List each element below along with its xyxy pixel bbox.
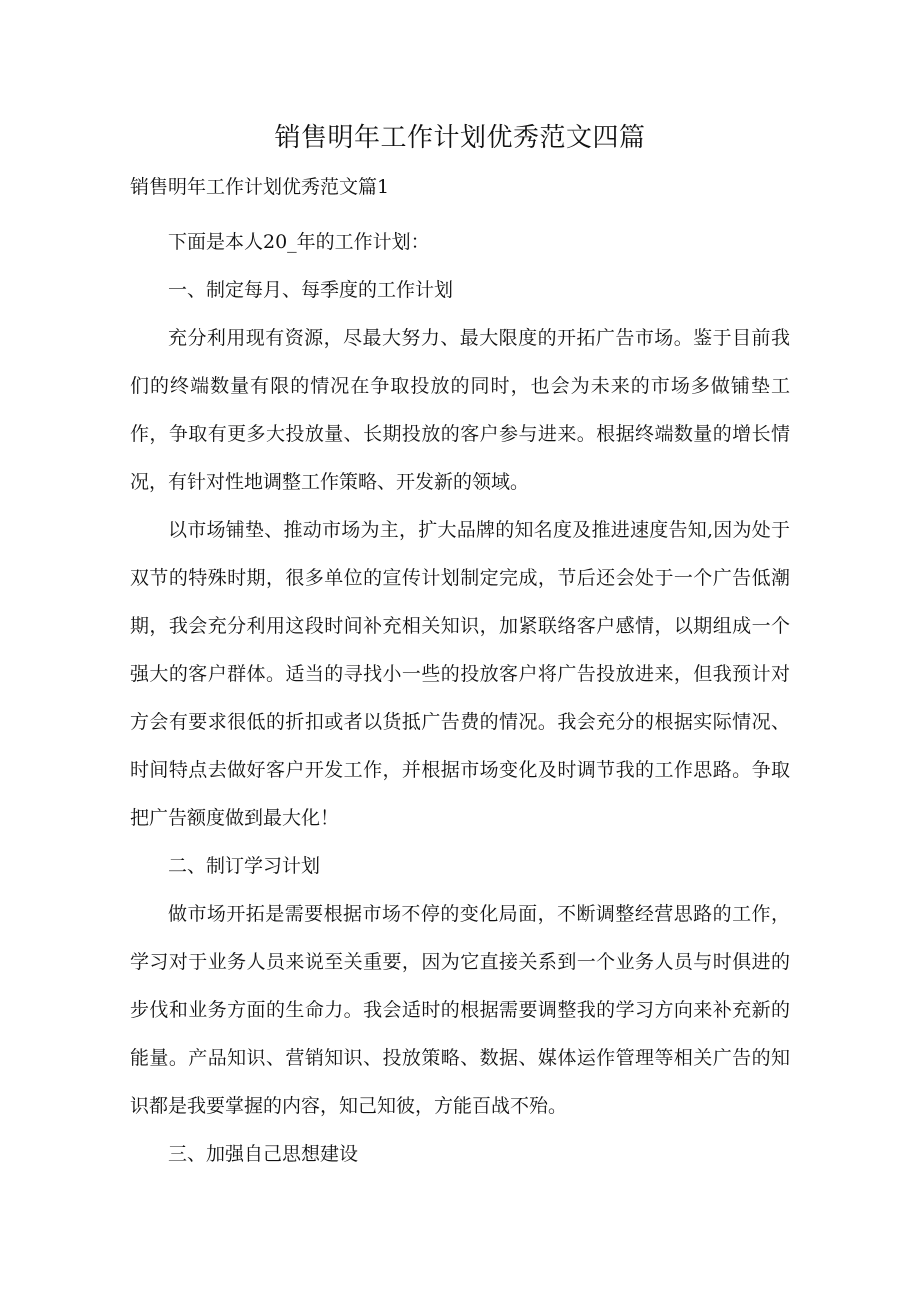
paragraph-intro: 下面是本人20_年的工作计划： bbox=[168, 231, 430, 253]
document-body bbox=[130, 218, 790, 1178]
section-heading-2: 二、制订学习计划 bbox=[168, 855, 321, 877]
paragraph-learning: 做市场开拓是需要根据市场不停的变化局面，不断调整经营思路的工作，学习对于业务人员来说至关重要，因为它直接关系到一个业务人员与时俱进的步伐和业务方面的生命力。我会适时的根据需要调整我的学习方向来补充新的能量。产品知识、营销知识、投放策略、数据、媒体运作管理等相关广告的知识都是我要掌握的内容，知己知彼，方能百战不殆。 bbox=[130, 903, 790, 1117]
document-subtitle: 销售明年工作计划优秀范文篇1 bbox=[130, 176, 390, 198]
paragraph-resources: 充分利用现有资源，尽最大努力、最大限度的开拓广告市场。鉴于目前我们的终端数量有限的情况在争取投放的同时，也会为未来的市场多做铺垫工作，争取有更多大投放量、长期投放的客户参与进来。根据终端数量的增长情况，有针对性地调整工作策略、开发新的领域。 bbox=[130, 327, 790, 493]
section-heading-3: 三、加强自己思想建设 bbox=[168, 1143, 359, 1165]
paragraph-market: 以市场铺垫、推动市场为主，扩大品牌的知名度及推进速度告知,因为处于双节的特殊时期，很多单位的宣传计划制定完成，节后还会处于一个广告低潮期，我会充分利用这段时间补充相关知识，加紧联络客户感情，以期组成一个强大的客户群体。适当的寻找小一些的投放客户将广告投放进来，但我预计对方会有要求很低的折扣或者以货抵广告费的情况。我会充分的根据实际情况、时间特点去做好客户开发工作，并根据市场变化及时调节我的工作思路。争取把广告额度做到最大化！ bbox=[130, 519, 790, 829]
document-title: 销售明年工作计划优秀范文四篇 bbox=[274, 123, 646, 153]
section-heading-1: 一、制定每月、每季度的工作计划 bbox=[168, 279, 454, 301]
